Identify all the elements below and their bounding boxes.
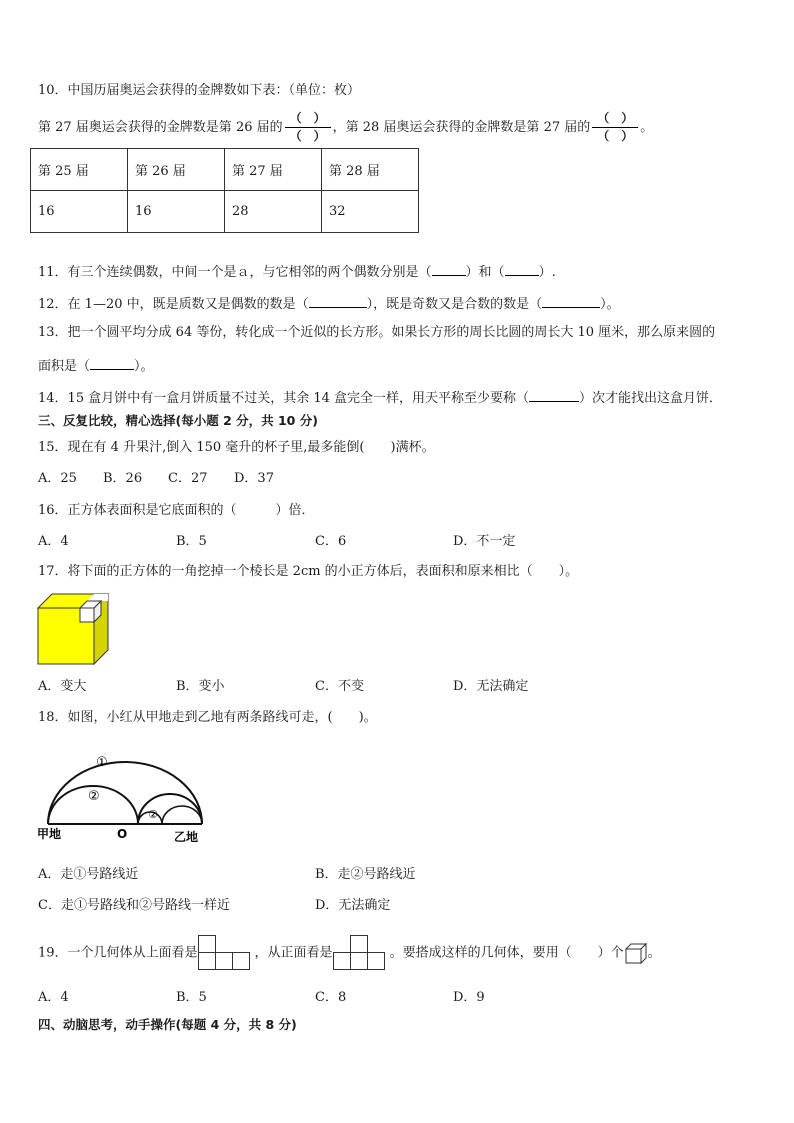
q10-intro: 10．中国历届奥运会获得的金牌数如下表：（单位：枚） bbox=[38, 83, 361, 98]
option-d[interactable]: D．无法确定 bbox=[315, 898, 391, 913]
q11: 11．有三个连续偶数，中间一个是ａ，与它相邻的两个偶数分别是（ ）和（ ）. bbox=[38, 261, 556, 282]
end-label: 乙地 bbox=[174, 830, 199, 844]
q13-line2: 面积是（ ）。 bbox=[38, 355, 154, 376]
option-a[interactable]: A．走①号路线近 bbox=[38, 867, 139, 882]
route-2-small-label: ② bbox=[148, 808, 158, 821]
q12: 12．在 1—20 中，既是质数又是偶数的数是（ ），既是奇数又是合数的数是（ ）。 bbox=[38, 293, 620, 314]
option-c[interactable]: C．不变 bbox=[315, 679, 364, 694]
route-1-label: ① bbox=[96, 755, 108, 770]
table-cell: 16 bbox=[128, 191, 225, 233]
option-b[interactable]: B．走②号路线近 bbox=[315, 867, 416, 882]
table-cell: 32 bbox=[322, 191, 419, 233]
option-b[interactable]: B．26 bbox=[103, 471, 143, 486]
cube-with-corner-removed-figure bbox=[36, 592, 112, 666]
option-c[interactable]: C．27 bbox=[168, 471, 208, 486]
option-b[interactable]: B．5 bbox=[176, 534, 207, 549]
gold-medal-table bbox=[30, 148, 419, 233]
top-view-figure bbox=[198, 935, 255, 971]
answer-blank[interactable] bbox=[542, 293, 600, 308]
section-4-heading: 四、动脑思考，动手操作(每题 4 分，共 8 分) bbox=[38, 1017, 297, 1032]
section-3-heading: 三、反复比较，精心选择(每小题 2 分，共 10 分) bbox=[38, 413, 318, 428]
table-row bbox=[31, 191, 419, 233]
q13-line1: 13．把一个圆平均分成 64 等份，转化成一个近似的长方形。如果长方形的周长比圆的周长大 10 厘米，那么原来圆的 bbox=[38, 325, 716, 340]
table-header-cell: 第 28 届 bbox=[322, 149, 419, 191]
q16-text: 16．正方体表面积是它底面积的（ ）倍． bbox=[38, 503, 315, 518]
option-c[interactable]: C．8 bbox=[315, 990, 347, 1005]
q10-line-b: ，第 28 届奥运会获得的金牌数是第 27 届的 bbox=[332, 120, 591, 135]
fraction-blank-1[interactable]: $\frac{( )}{( )}$ bbox=[285, 112, 331, 143]
front-view-figure bbox=[333, 935, 390, 971]
q14: 14．15 盒月饼中有一盒月饼质量不过关，其余 14 盒完全一样，用天平称至少要称（ ）次才能找出这盒月饼． bbox=[38, 387, 722, 408]
answer-blank[interactable] bbox=[309, 293, 367, 308]
table-cell: 28 bbox=[225, 191, 322, 233]
option-a[interactable]: A．4 bbox=[38, 990, 69, 1005]
option-a[interactable]: A．变大 bbox=[38, 679, 87, 694]
q10-line-a: 第 27 届奥运会获得的金牌数是第 26 届的 bbox=[38, 120, 283, 135]
q19: 19．一个几何体从上面看是 ，从正面看是 。要搭成这样的几何体，要用（ ）个 。 bbox=[38, 935, 661, 972]
table-header-cell: 第 25 届 bbox=[31, 149, 128, 191]
q18-text: 18．如图，小红从甲地走到乙地有两条路线可走，( )。 bbox=[38, 710, 377, 725]
option-b[interactable]: B．变小 bbox=[176, 679, 225, 694]
answer-blank[interactable] bbox=[529, 387, 579, 402]
small-cube-icon bbox=[624, 942, 648, 964]
route-2-label: ② bbox=[88, 789, 100, 804]
option-c[interactable]: C．6 bbox=[315, 534, 347, 549]
option-d[interactable]: D．37 bbox=[234, 471, 274, 486]
option-d[interactable]: D．无法确定 bbox=[453, 679, 529, 694]
start-label: 甲地 bbox=[37, 827, 62, 841]
option-a[interactable]: A．4 bbox=[38, 534, 69, 549]
answer-blank[interactable] bbox=[432, 261, 466, 276]
q10-question: 第 27 届奥运会获得的金牌数是第 26 届的 $\frac{( )}{( )}$ ，第 28 届奥运会获得的金牌数是第 27 届的 $\frac{( )}{( )}$ 。 bbox=[38, 111, 654, 143]
table-header-cell: 第 26 届 bbox=[128, 149, 225, 191]
table-header-cell: 第 27 届 bbox=[225, 149, 322, 191]
answer-blank[interactable] bbox=[505, 261, 539, 276]
answer-blank[interactable] bbox=[90, 355, 134, 370]
table-cell: 16 bbox=[31, 191, 128, 233]
option-b[interactable]: B．5 bbox=[176, 990, 207, 1005]
option-d[interactable]: D．9 bbox=[453, 990, 485, 1005]
q17-text: 17．将下面的正方体的一角挖掉一个棱长是 2cm 的小正方体后，表面积和原来相比（ ）。 bbox=[38, 564, 579, 579]
option-c[interactable]: C．走①号路线和②号路线一样近 bbox=[38, 898, 230, 913]
route-semicircles-figure bbox=[34, 742, 214, 850]
table-row bbox=[31, 149, 419, 191]
fraction-blank-2[interactable]: $\frac{( )}{( )}$ bbox=[592, 112, 638, 143]
center-label: O bbox=[117, 827, 128, 841]
q15-text: 15．现在有 4 升果汁,倒入 150 毫升的杯子里,最多能倒( )满杯。 bbox=[38, 440, 435, 455]
option-d[interactable]: D．不一定 bbox=[453, 534, 516, 549]
option-a[interactable]: A．25 bbox=[38, 471, 77, 486]
